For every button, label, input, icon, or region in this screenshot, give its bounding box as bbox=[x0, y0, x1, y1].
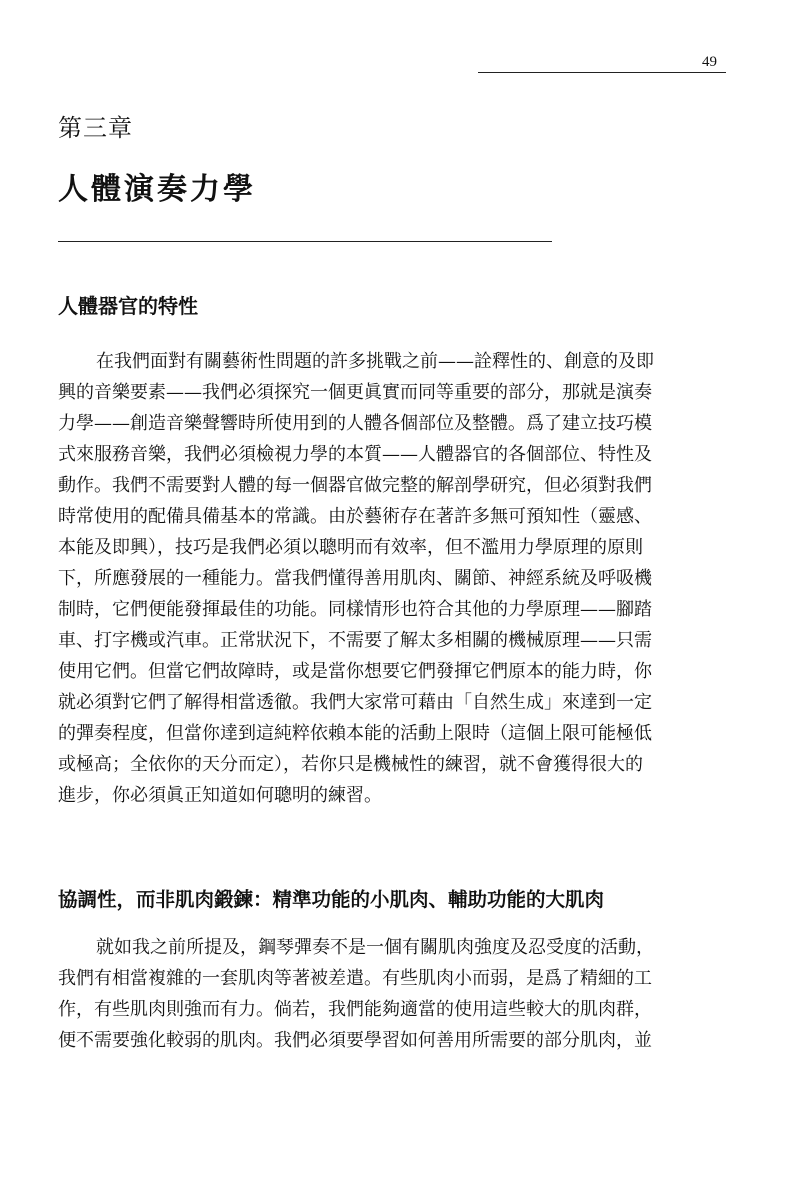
chapter-title: 人體演奏力學 bbox=[58, 172, 256, 207]
paragraph-line: 動作。我們不需要對人體的每一個器官做完整的解剖學研究，但必須對我們 bbox=[58, 475, 652, 496]
paragraph-line: 我們有相當複雜的一套肌肉等著被差遣。有些肌肉小而弱，是爲了精細的工 bbox=[58, 968, 652, 989]
paragraph-line: 或極高；全依你的天分而定），若你只是機械性的練習，就不會獲得很大的 bbox=[58, 754, 643, 775]
title-divider bbox=[58, 241, 552, 242]
paragraph-line: 的彈奏程度，但當你達到這純粹依賴本能的活動上限時（這個上限可能極低 bbox=[58, 723, 652, 744]
paragraph-line: 時常使用的配備具備基本的常識。由於藝術存在著許多無可預知性（靈感、 bbox=[58, 506, 652, 527]
section-heading: 人體器官的特性 bbox=[58, 294, 198, 318]
paragraph-line: 式來服務音樂，我們必須檢視力學的本質——人體器官的各個部位、特性及 bbox=[58, 444, 652, 465]
paragraph-line: 力學——創造音樂聲響時所使用到的人體各個部位及整體。爲了建立技巧模 bbox=[58, 413, 652, 434]
paragraph-line: 車、打字機或汽車。正常狀況下，不需要了解太多相關的機械原理——只需 bbox=[58, 630, 652, 651]
paragraph-line: 使用它們。但當它們故障時，或是當你想要它們發揮它們原本的能力時，你 bbox=[58, 661, 652, 682]
paragraph-line: 作，有些肌肉則強而有力。倘若，我們能夠適當的使用這些較大的肌肉群， bbox=[58, 999, 652, 1020]
section-paragraph bbox=[58, 346, 738, 811]
paragraph-line: 在我們面對有關藝術性問題的許多挑戰之前——詮釋性的、創意的及即 bbox=[96, 351, 654, 372]
header-rule bbox=[478, 72, 726, 73]
paragraph-line: 就必須對它們了解得相當透徹。我們大家常可藉由「自然生成」來達到一定 bbox=[58, 692, 652, 713]
paragraph-line: 制時，它們便能發揮最佳的功能。同樣情形也符合其他的力學原理——腳踏 bbox=[58, 599, 652, 620]
section-paragraph bbox=[58, 932, 738, 1056]
paragraph-line: 便不需要強化較弱的肌肉。我們必須要學習如何善用所需要的部分肌肉，並 bbox=[58, 1030, 652, 1051]
chapter-label: 第三章 bbox=[58, 114, 133, 142]
paragraph-line: 進步，你必須眞正知道如何聰明的練習。 bbox=[58, 785, 382, 806]
paragraph-line: 本能及即興），技巧是我們必須以聰明而有效率，但不濫用力學原理的原則 bbox=[58, 537, 643, 558]
page-number: 49 bbox=[702, 54, 717, 70]
section-heading: 協調性，而非肌肉鍛鍊：精準功能的小肌肉、輔助功能的大肌肉 bbox=[58, 888, 605, 911]
paragraph-line: 就如我之前所提及，鋼琴彈奏不是一個有關肌肉強度及忍受度的活動， bbox=[96, 937, 654, 958]
paragraph-line: 下，所應發展的一種能力。當我們懂得善用肌肉、關節、神經系統及呼吸機 bbox=[58, 568, 652, 589]
paragraph-line: 興的音樂要素——我們必須探究一個更眞實而同等重要的部分，那就是演奏 bbox=[58, 382, 652, 403]
